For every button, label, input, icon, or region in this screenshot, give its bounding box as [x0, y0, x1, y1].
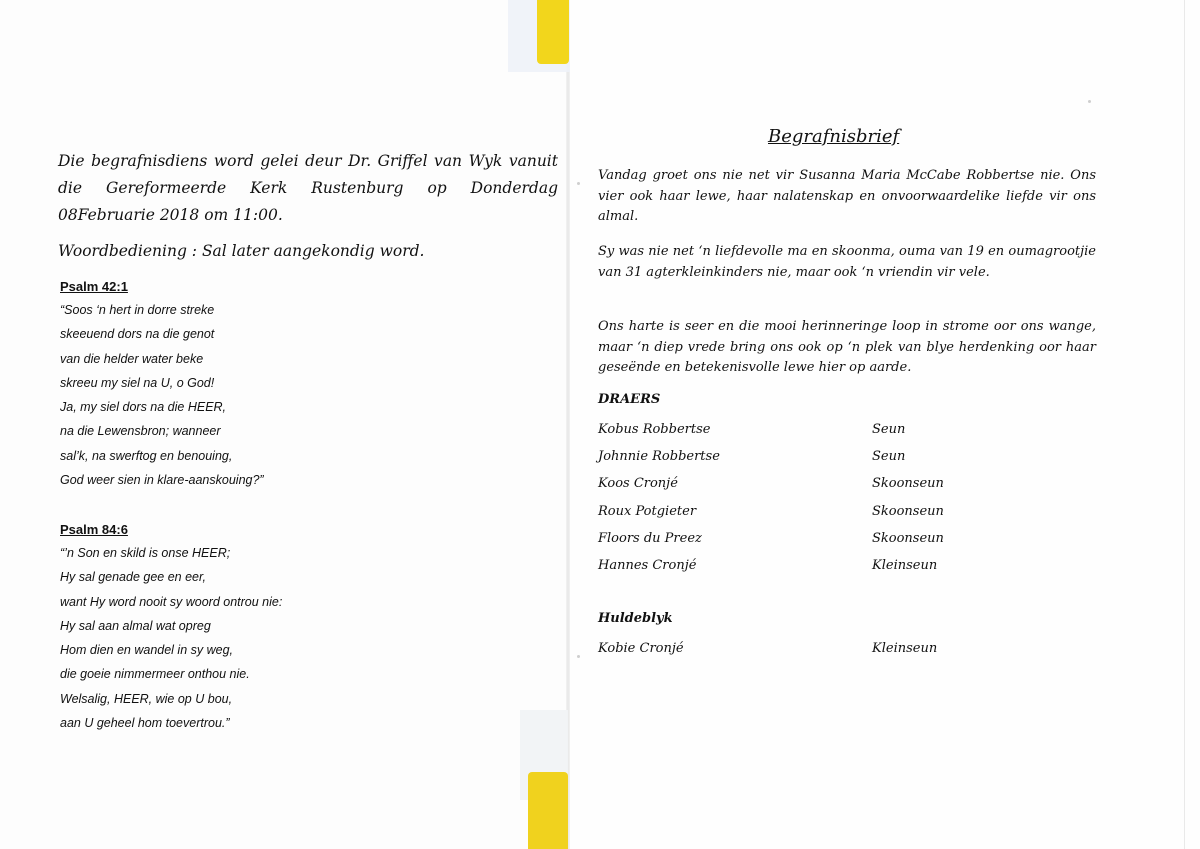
verse-line: skeeuend dors na die genot	[60, 327, 215, 342]
verse-line: Hy sal aan almal wat opreg	[60, 618, 211, 633]
paper-speck	[577, 655, 580, 658]
list-item	[598, 498, 998, 525]
service-intro: Die begrafnisdiens word gelei deur Dr. Griffel van Wyk vanuit die Gereformeerde Kerk Rustenburg op Donderdag 08Februarie 2018 om 11:00.	[58, 152, 558, 224]
pallbearers-heading: DRAERS	[598, 392, 661, 407]
verse-line: die goeie nimmermeer onthou nie.	[60, 667, 250, 682]
verse-line: Welsalig, HEER, wie op U bou,	[60, 691, 233, 706]
sermon-announcement: Woordbediening : Sal later aangekondig word.	[58, 242, 425, 260]
verse-line: van die helder water beke	[60, 351, 204, 366]
verse-line: want Hy word nooit sy woord ontrou nie:	[60, 594, 283, 609]
verse-line: skreeu my siel na U, o God!	[60, 375, 215, 390]
verse-line: na die Lewensbron; wanneer	[60, 424, 221, 439]
person-relation: Kleinseun	[872, 557, 938, 573]
list-item	[598, 525, 998, 552]
person-name: Johnnie Robbertse	[598, 449, 720, 465]
person-name: Hannes Cronjé	[598, 557, 697, 573]
person-name: Koos Cronjé	[598, 476, 678, 492]
person-relation: Seun	[872, 449, 906, 465]
pallbearers-list	[598, 416, 998, 579]
letter-title: Begrafnisbrief	[768, 126, 900, 147]
list-item	[598, 416, 998, 443]
person-name: Roux Potgieter	[598, 503, 697, 519]
paper-speck	[577, 182, 580, 185]
verse-line: aan U geheel hom toevertrou.”	[60, 716, 230, 731]
psalm-42-verse	[60, 298, 264, 492]
verse-line: Hom dien en wandel in sy weg,	[60, 643, 234, 658]
paper-speck	[1088, 100, 1091, 103]
verse-line: sal’k, na swerftog en benouing,	[60, 448, 233, 463]
person-relation: Skoonseun	[872, 476, 944, 492]
person-relation: Kleinseun	[872, 641, 938, 656]
tribute-paragraph-1: Vandag groet ons nie net vir Susanna Maria McCabe Robbertse nie. Ons vier ook haar lewe, haar nalatenskap en onvoorwaardelike liefde vir ons almal.	[598, 168, 1096, 224]
verse-line: God weer sien in klare-aanskouing?”	[60, 473, 264, 488]
person-name: Kobus Robbertse	[598, 422, 711, 437]
person-relation: Seun	[872, 422, 906, 437]
psalm-42-heading: Psalm 42:1	[60, 279, 128, 294]
left-page	[0, 0, 568, 849]
tribute-paragraph-2: Sy was nie net ‘n liefdevolle ma en skoonma, ouma van 19 en oumagrootjie van 31 agterkleinkinders nie, maar ook ‘n vriendin vir vele.	[598, 244, 1096, 280]
verse-line: Ja, my siel dors na die HEER,	[60, 400, 227, 415]
list-item	[598, 443, 998, 470]
person-relation: Skoonseun	[872, 530, 944, 546]
person-name: Kobie Cronjé	[598, 641, 684, 656]
psalm-84-heading: Psalm 84:6	[60, 522, 128, 537]
tribute-paragraph-3: Ons harte is seer en die mooi herinneringe loop in strome oor ons wange, maar ‘n diep vrede bring ons ook op ‘n plek van blye herdenking oor haar geseënde en betekenisvolle lewe hier op aarde.	[598, 319, 1096, 375]
list-item	[598, 635, 998, 662]
verse-line: “Soos ‘n hert in dorre streke	[60, 303, 215, 317]
list-item	[598, 470, 998, 497]
paper-edge	[1184, 0, 1185, 849]
list-item	[598, 552, 998, 579]
person-name: Floors du Preez	[598, 530, 702, 546]
verse-line: Hy sal genade gee en eer,	[60, 570, 206, 585]
ribbon-bottom	[528, 772, 568, 849]
ribbon-top	[537, 0, 569, 64]
person-relation: Skoonseun	[872, 503, 944, 519]
verse-line: “’n Son en skild is onse HEER;	[60, 546, 231, 560]
psalm-84-verse	[60, 541, 282, 735]
tribute-list	[598, 635, 998, 662]
tribute-heading: Huldeblyk	[598, 611, 673, 626]
